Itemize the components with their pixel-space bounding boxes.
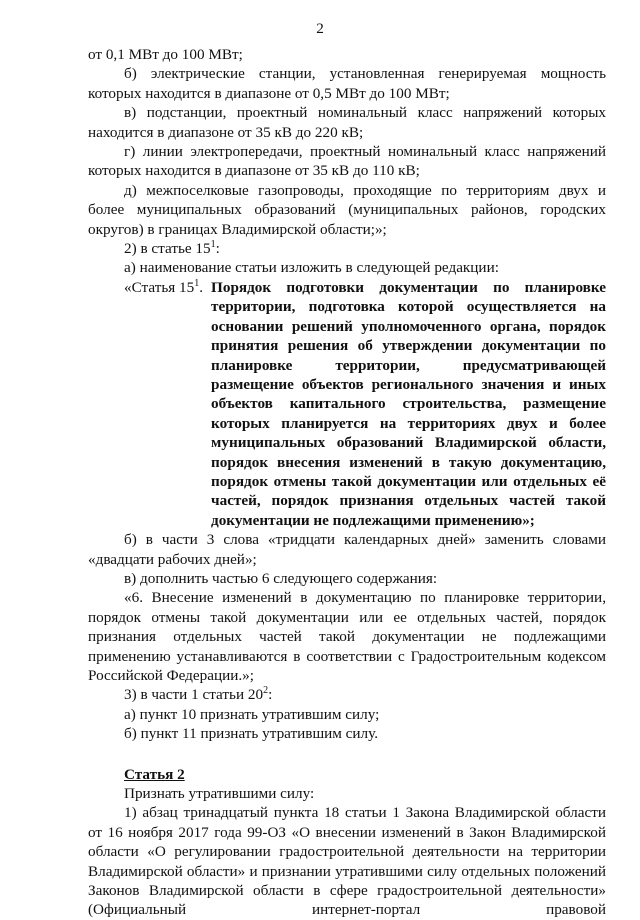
article-label-text: «Статья 15 [124, 278, 195, 296]
superscript: 2 [263, 685, 269, 697]
paragraph: г) линии электропередачи, проектный номинальный класс напряжений которых находится в диапазоне от 35 кВ до 110 кВ; [88, 143, 606, 180]
paragraph: б) электрические станции, установленная генерируемая мощность которых находится в диапазоне от 0,5 МВт до 100 МВт; [88, 65, 606, 102]
paragraph: от 0,1 МВт до 100 МВт; [88, 46, 243, 63]
paragraph: а) наименование статьи изложить в следующей редакции: [124, 259, 499, 277]
superscript: 1 [194, 277, 200, 289]
article-15-1-title-block [124, 278, 606, 530]
paragraph-text: : [215, 240, 220, 258]
paragraph: б) в части 3 слова «тридцати календарных дней» заменить словами «двадцати рабочих дней»; [88, 531, 606, 568]
paragraph: «6. Внесение изменений в документацию по планировке территории, порядок отмены такой документации или ее отдельных частей, порядок признания отдельных частей такой документации не подлежащими применению устанавливаются в соответствии с Градостроительным кодексом Российской Федерации.»; [88, 589, 606, 684]
article-label-text: . [199, 278, 204, 296]
paragraph: в) дополнить частью 6 следующего содержания: [124, 569, 438, 587]
paragraph: б) пункт 11 признать утратившим силу. [124, 725, 378, 743]
paragraph [88, 239, 606, 258]
paragraph: в) подстанции, проектный номинальный класс напряжений которых находится в диапазоне от 35 кВ до 220 кВ; [88, 104, 606, 141]
paragraph: а) пункт 10 признать утратившим силу; [124, 705, 380, 723]
article-title: Порядок подготовки документации по планировке территории, подготовка которой осуществляется на основании решений уполномоченного органа, порядок принятия решения об утверждении документации по планировке территории, предусматривающей размещение объектов регионального значения и иных объектов капитального строительства, размещение которых планируется на территориях двух и более муниципальных образований Владимирской области, порядок внесения изменений в такую документацию, порядок отмены такой документации или отдельных её частей, порядок признания отдельных частей такой документации не подлежащими применению»; [211, 278, 606, 529]
paragraph: Признать утратившими силу: [124, 785, 315, 803]
paragraph-text: 2) в статье 15 [124, 240, 211, 258]
paragraph [88, 685, 606, 704]
document-body [88, 45, 606, 920]
article-heading: Статья 2 [124, 765, 185, 783]
paragraph-text: : [268, 686, 273, 704]
article-label [124, 278, 211, 530]
page-number: 2 [316, 20, 324, 37]
superscript: 1 [210, 239, 216, 250]
paragraph-text: 3) в части 1 статьи 20 [124, 686, 264, 704]
paragraph: д) межпоселковые газопроводы, проходящие по территориям двух и более муниципальных образований (муниципальных районов, городских округов) в границах Владимирской области;»; [88, 181, 606, 238]
paragraph: 1) абзац тринадцатый пункта 18 статьи 1 Закона Владимирской области от 16 ноября 2017 года 99-ОЗ «О внесении изменений в Закон Владимирской области «О регулировании градостроительной деятельности на территории Владимирской области» и признании утратившими силу отдельных положений Законов Владимирской области в сфере градостроительной деятельности» (Официальный интернет-портал правовой [88, 804, 606, 919]
